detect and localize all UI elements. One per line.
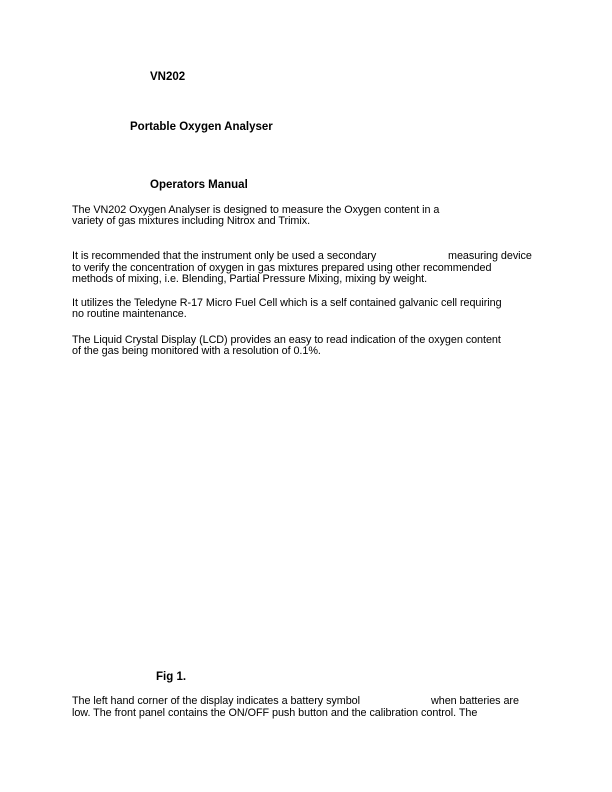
front-panel-line: low. The front panel contains the ON/OFF push button and the calibration control. The [72,707,478,719]
recommendation-line-end: measuring device [448,250,532,262]
paragraph-line: of the gas being monitored with a resolution of 0.1%. [72,345,321,357]
document-subtitle: Operators Manual [150,179,248,191]
paragraph-line: The Liquid Crystal Display (LCD) provides an easy to read indication of the oxygen content [72,334,501,346]
model-heading: VN202 [150,71,186,83]
fuel-cell-paragraph [72,298,502,320]
intro-paragraph [72,205,439,227]
paragraph-line: variety of gas mixtures including Nitrox and Trimix. [72,215,311,227]
recommendation-line-start: It is recommended that the instrument only be used a secondary [72,250,377,262]
paragraph-line: no routine maintenance. [72,308,187,320]
battery-line-end: when batteries are [431,695,519,707]
paragraph-line: The VN202 Oxygen Analyser is designed to measure the Oxygen content in a [72,204,440,216]
paragraph-line: methods of mixing, i.e. Blending, Partial Pressure Mixing, mixing by weight. [72,273,428,285]
paragraph-line: to verify the concentration of oxygen in gas mixtures prepared using other recommended [72,262,492,274]
recommendation-paragraph [72,263,491,285]
lcd-paragraph [72,335,501,357]
figure-caption: Fig 1. [156,671,187,683]
battery-line-start: The left hand corner of the display indicates a battery symbol [72,695,360,707]
paragraph-line: It utilizes the Teledyne R-17 Micro Fuel Cell which is a self contained galvanic cell requiring [72,297,502,309]
document-title: Portable Oxygen Analyser [130,121,273,133]
